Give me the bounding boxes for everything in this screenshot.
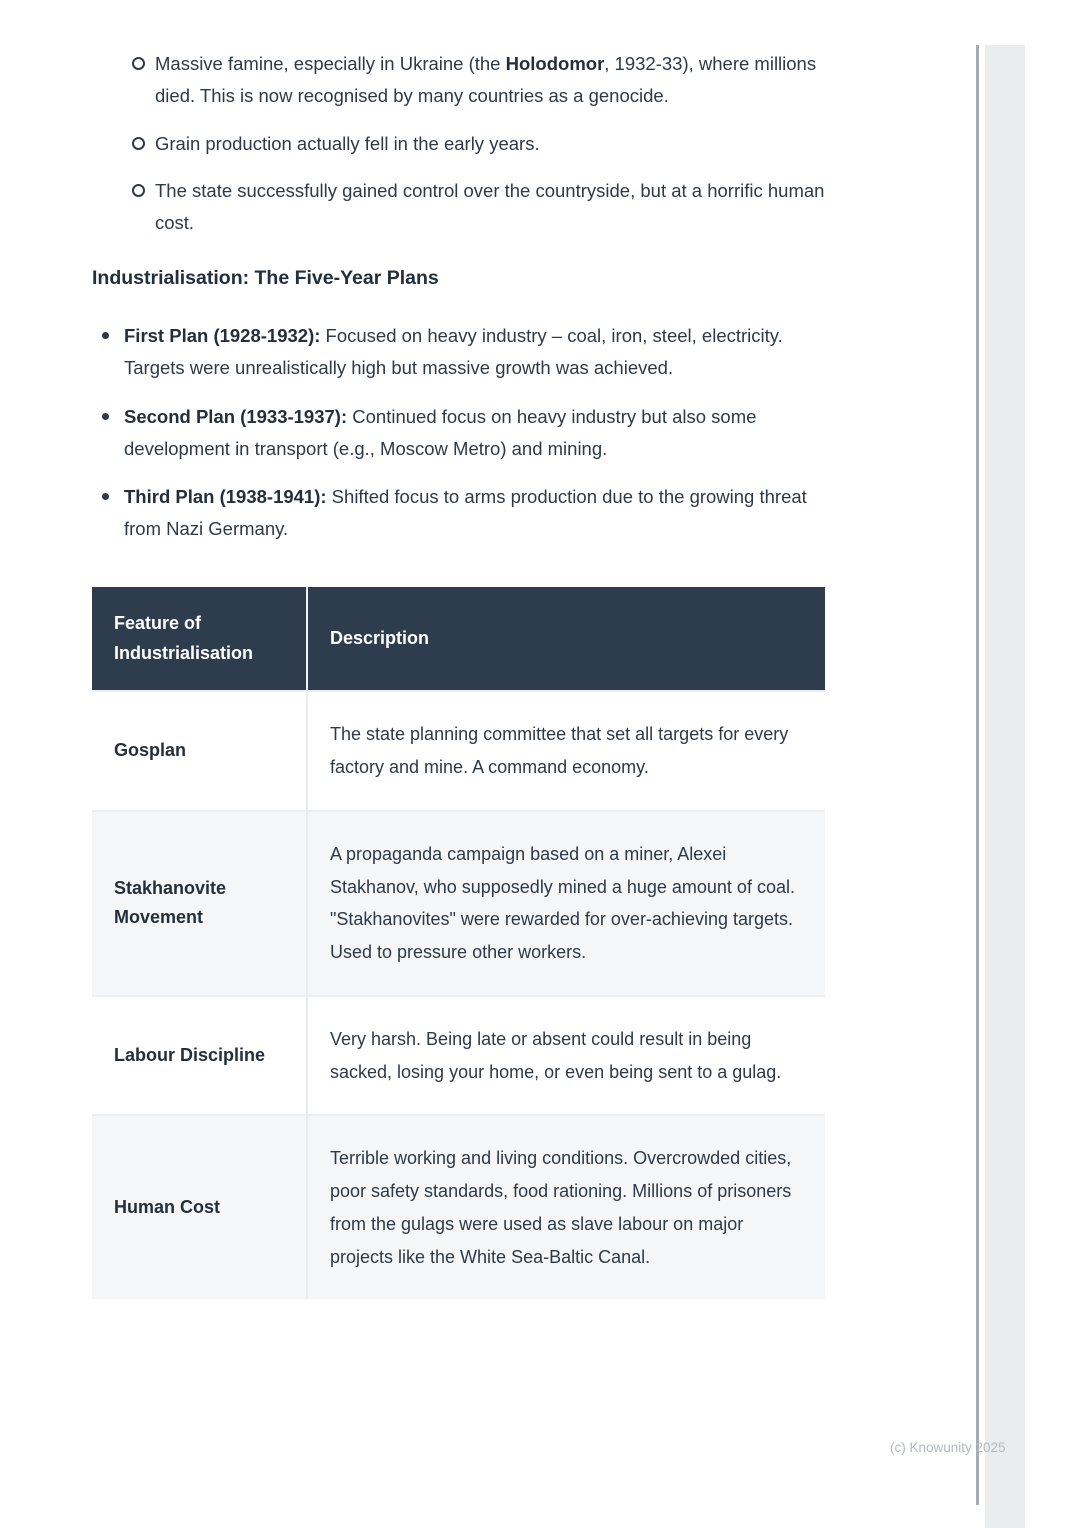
bullet-text: , 1932-33), where millions died. This is now recognised by many countries as a genocide.	[155, 53, 817, 106]
feature-cell: Human Cost	[92, 1115, 307, 1299]
list-item	[92, 481, 825, 545]
feature-cell: Labour Discipline	[92, 996, 307, 1116]
description-cell: Terrible working and living conditions. Overcrowded cities, poor safety standards, food rationing. Millions of prisoners from the gulags were used as slave labour on major projects like the White Sea-Baltic Canal.	[330, 1148, 792, 1267]
plan-title: Second Plan (1933-1937):	[124, 405, 348, 427]
scrollbar-track[interactable]	[985, 45, 1025, 1528]
plan-title: Third Plan (1938-1941):	[124, 486, 327, 508]
five-year-plans-list	[92, 320, 825, 545]
table-row	[92, 996, 825, 1116]
feature-cell: Gosplan	[92, 691, 307, 811]
description-cell: A propaganda campaign based on a miner, Alexei Stakhanov, who supposedly mined a huge amount of coal. "Stakhanovites" were rewarded for over-achieving targets. Used to pressure other workers.	[330, 843, 795, 963]
table-header-description: Description	[307, 587, 825, 691]
feature-cell: Stakhanovite Movement	[92, 811, 307, 996]
section-heading: Industrialisation: The Five-Year Plans	[92, 267, 439, 290]
industrialisation-table	[92, 587, 825, 1299]
list-item	[92, 401, 825, 465]
table-header-feature: Feature of Industrialisation	[92, 587, 307, 691]
table-row	[92, 691, 825, 811]
bullet-bold-text: Holodomor	[505, 53, 605, 74]
bullet-text: The state successfully gained control over the countryside, but at a horrific human cost.	[155, 180, 825, 234]
list-item	[92, 48, 825, 112]
list-item	[92, 320, 825, 384]
list-item	[92, 128, 825, 160]
plan-text: Shifted focus to arms production due to the growing threat from Nazi Germany.	[124, 486, 807, 540]
famine-outcomes-list	[92, 48, 825, 239]
table-row	[92, 811, 825, 996]
description-cell: Very harsh. Being late or absent could result in being sacked, losing your home, or even being sent to a gulag.	[330, 1028, 782, 1082]
table-header-row	[92, 587, 825, 691]
page-edge-divider	[976, 45, 979, 1505]
page-content	[92, 48, 825, 1299]
bullet-text: Massive famine, especially in Ukraine (the	[155, 53, 506, 74]
table-row	[92, 1115, 825, 1299]
description-cell: The state planning committee that set all targets for every factory and mine. A command economy.	[330, 724, 789, 778]
bullet-text: Grain production actually fell in the early years.	[155, 132, 540, 154]
footer-credit: (c) Knowunity 2025	[890, 1440, 1006, 1455]
plan-title: First Plan (1928-1932):	[124, 325, 321, 347]
plan-text: Continued focus on heavy industry but also some development in transport (e.g., Moscow Metro) and mining.	[124, 405, 757, 459]
plan-text: Focused on heavy industry – coal, iron, steel, electricity. Targets were unrealistically high but massive growth was achieved.	[124, 325, 783, 378]
list-item	[92, 175, 825, 239]
